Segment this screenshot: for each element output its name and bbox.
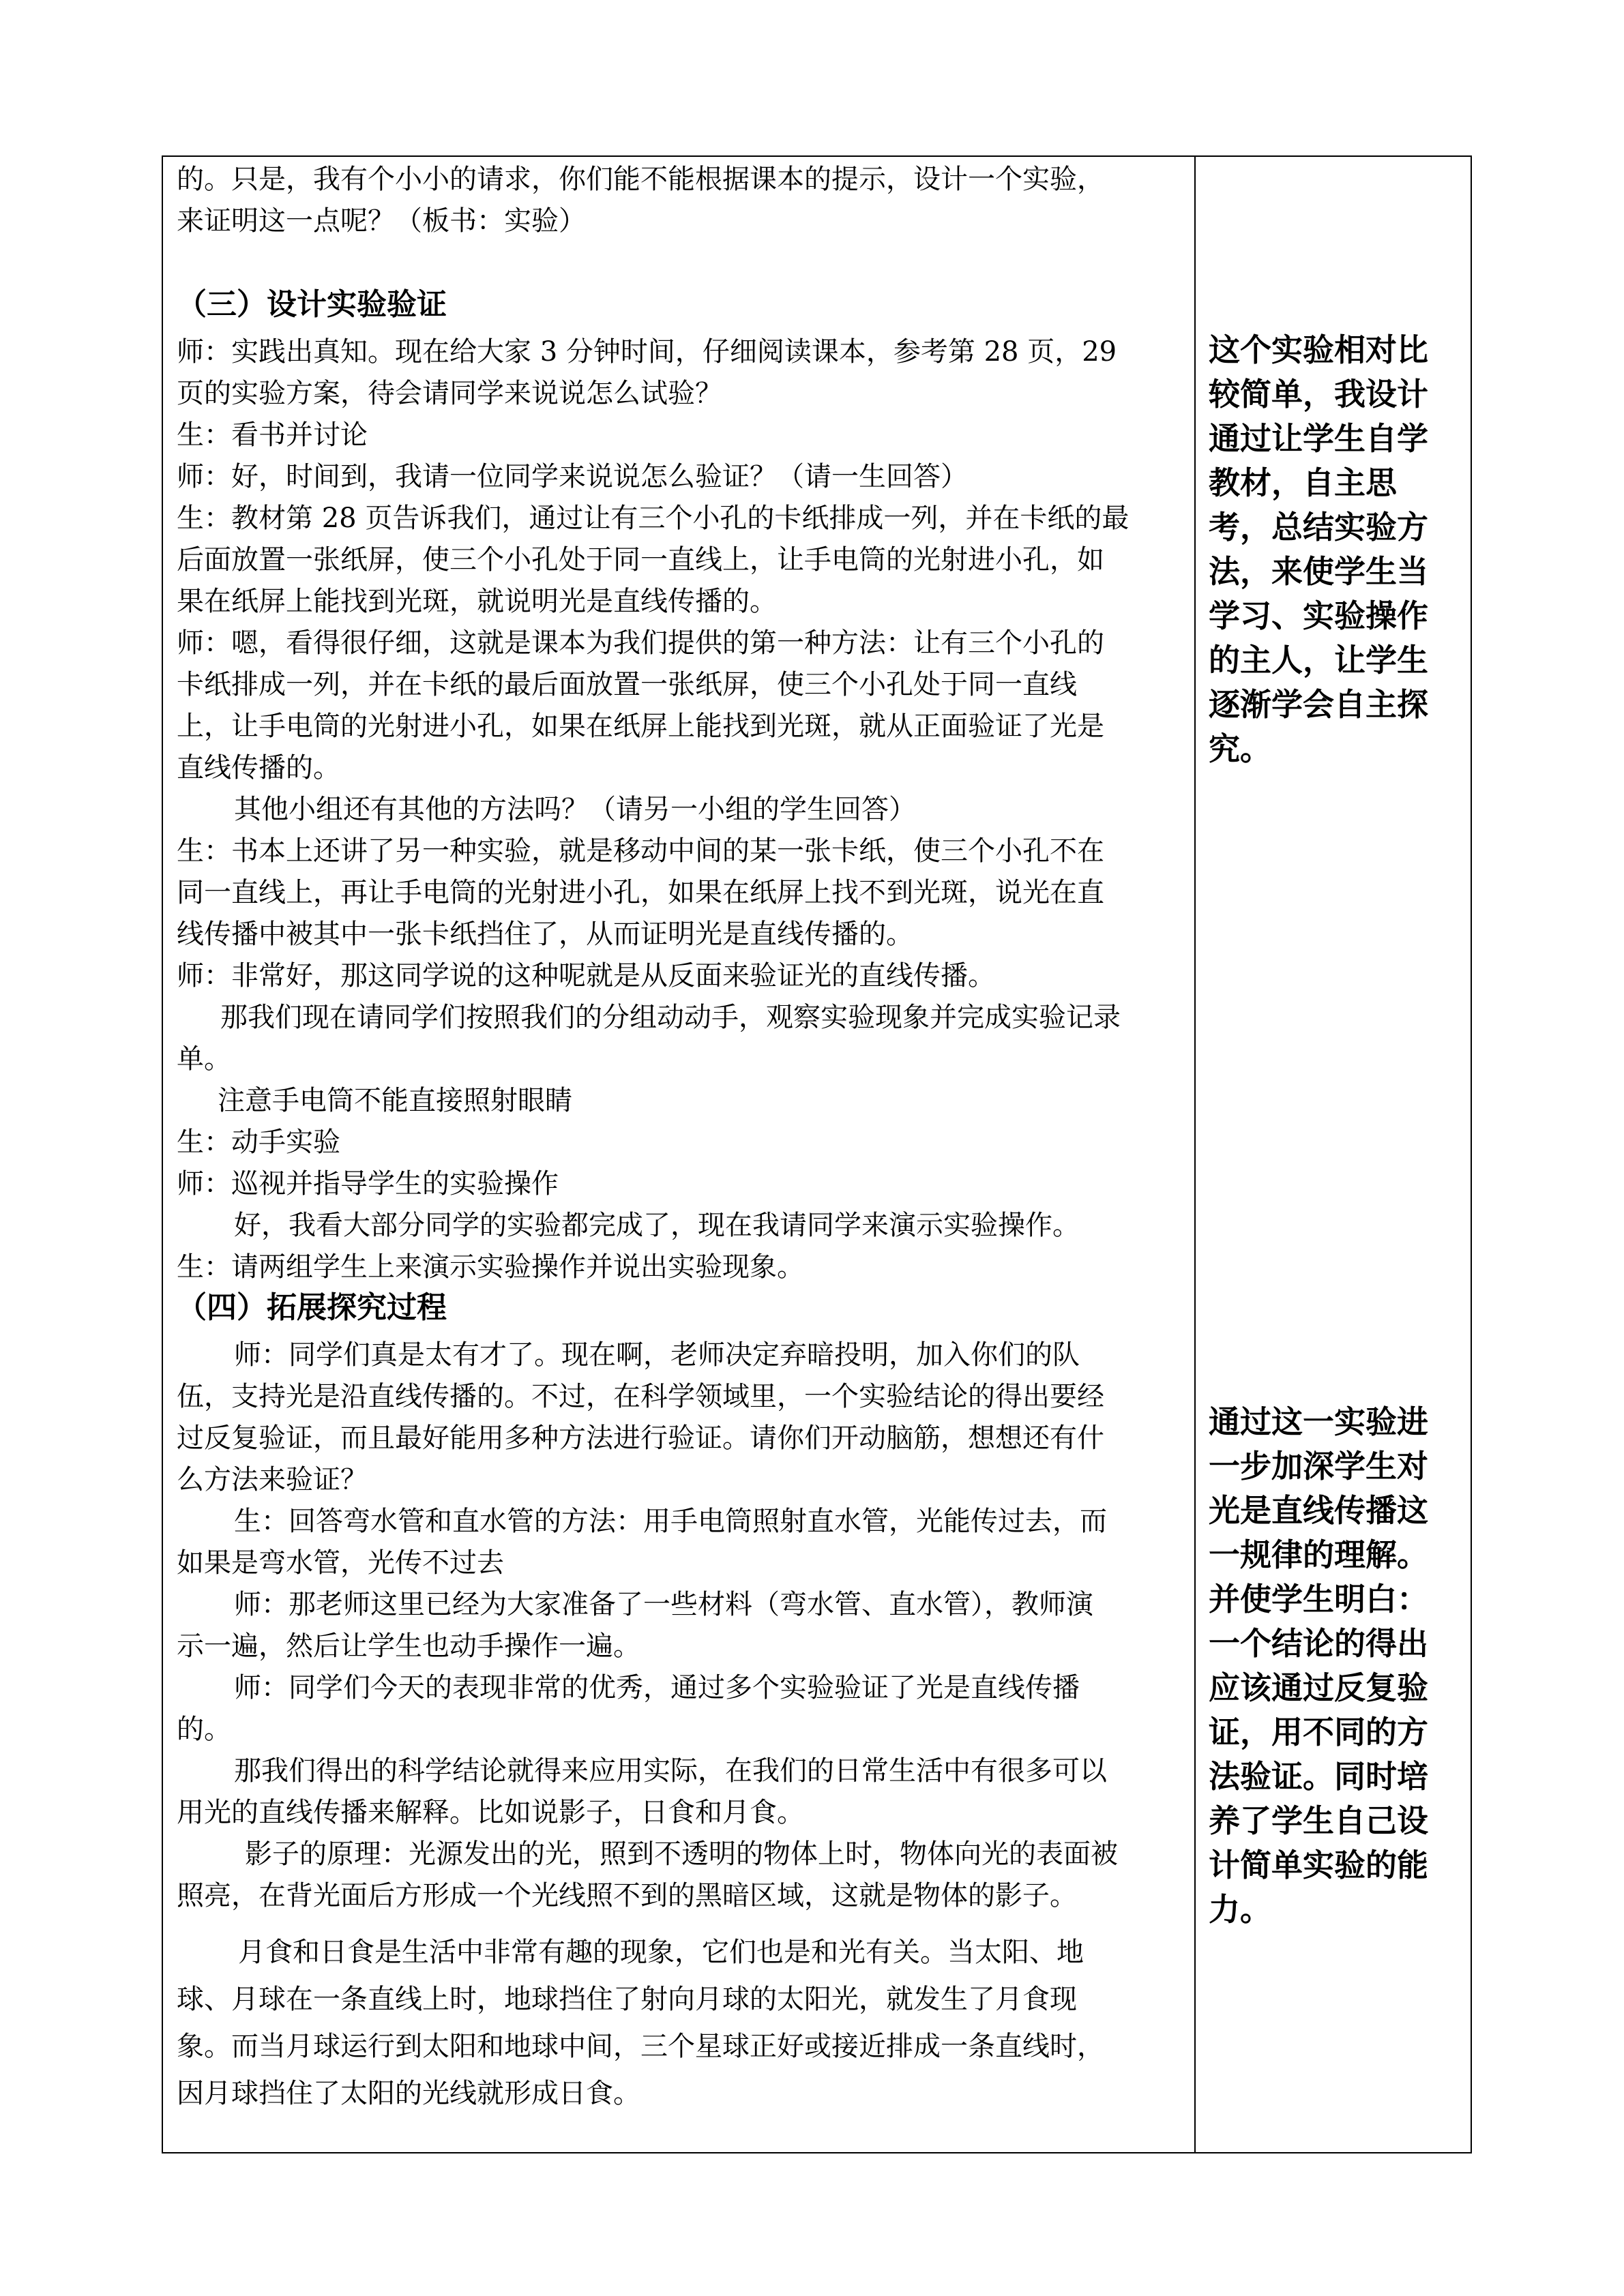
- note-line: 法，来使学生当: [1209, 553, 1428, 590]
- body-line: 卡纸排成一列，并在卡纸的最后面放置一张纸屏，使三个小孔处于同一直线: [177, 669, 1077, 700]
- column-divider: [1194, 157, 1196, 2152]
- note-line: 并使学生明白：: [1209, 1581, 1428, 1617]
- body-line: 师：那老师这里已经为大家准备了一些材料（弯水管、直水管），教师演: [234, 1589, 1093, 1620]
- body-line: 单。: [177, 1043, 231, 1075]
- body-line: 球、月球在一条直线上时，地球挡住了射向月球的太阳光，就发生了月食现: [177, 1984, 1077, 2015]
- body-line: 影子的原理：光源发出的光，照到不透明的物体上时，物体向光的表面被: [245, 1838, 1118, 1870]
- note-line: 考，总结实验方: [1209, 509, 1428, 546]
- body-line: 生：教材第 28 页告诉我们，通过让有三个小孔的卡纸排成一列，并在卡纸的最: [177, 503, 1130, 534]
- note-line: 较简单，我设计: [1209, 376, 1428, 413]
- body-line: 示一遍，然后让学生也动手操作一遍。: [177, 1630, 640, 1662]
- body-line: 后面放置一张纸屏，使三个小孔处于同一直线上，让手电筒的光射进小孔，如: [177, 544, 1104, 576]
- body-line: 生：请两组学生上来演示实验操作并说出实验现象。: [177, 1251, 804, 1283]
- note-line: 的主人，让学生: [1209, 642, 1428, 679]
- note-line: 一规律的理解。: [1209, 1536, 1428, 1573]
- note-line: 证，用不同的方: [1209, 1714, 1428, 1750]
- note-line: 教材，自主思: [1209, 464, 1397, 501]
- body-line: 生：看书并讨论: [177, 419, 368, 451]
- body-line: 的。: [177, 1714, 231, 1745]
- body-line: 师：非常好，那这同学说的这种呢就是从反面来验证光的直线传播。: [177, 960, 995, 992]
- body-line: 伍，支持光是沿直线传播的。不过，在科学领域里，一个实验结论的得出要经: [177, 1381, 1104, 1412]
- note-line: 学习、实验操作: [1209, 597, 1428, 634]
- body-line: 师：好，时间到，我请一位同学来说说怎么验证？（请一生回答）: [177, 461, 968, 492]
- note-line: 法验证。同时培: [1209, 1758, 1428, 1795]
- note-line: 逐渐学会自主探: [1209, 686, 1428, 723]
- note-line: 通过这一实验进: [1209, 1403, 1428, 1440]
- body-line: 象。而当月球运行到太阳和地球中间，三个星球正好或接近排成一条直线时，: [177, 2031, 1104, 2062]
- body-line: 其他小组还有其他的方法吗？（请另一小组的学生回答）: [234, 794, 916, 825]
- body-line: 那我们得出的科学结论就得来应用实际，在我们的日常生活中有很多可以: [234, 1755, 1107, 1787]
- body-line: 同一直线上，再让手电筒的光射进小孔，如果在纸屏上找不到光斑，说光在直: [177, 877, 1104, 908]
- note-line: 一步加深学生对: [1209, 1448, 1428, 1485]
- body-line: 生：书本上还讲了另一种实验，就是移动中间的某一张卡纸，使三个小孔不在: [177, 835, 1104, 867]
- body-line: 好，我看大部分同学的实验都完成了，现在我请同学来演示实验操作。: [234, 1210, 1080, 1241]
- body-line: 如果是弯水管，光传不过去: [177, 1547, 504, 1579]
- body-line: 上，让手电筒的光射进小孔，如果在纸屏上能找到光斑，就从正面验证了光是: [177, 711, 1104, 742]
- body-line: 师：同学们今天的表现非常的优秀，通过多个实验验证了光是直线传播: [234, 1672, 1080, 1703]
- body-line: 师：嗯，看得很仔细，这就是课本为我们提供的第一种方法：让有三个小孔的: [177, 627, 1104, 659]
- body-line: 来证明这一点呢？（板书：实验）: [177, 205, 586, 237]
- body-line: 直线传播的。: [177, 752, 340, 784]
- body-line: 注意手电筒不能直接照射眼睛: [218, 1085, 572, 1116]
- body-line: 生：回答弯水管和直水管的方法：用手电筒照射直水管，光能传过去，而: [234, 1506, 1107, 1537]
- body-line: 因月球挡住了太阳的光线就形成日食。: [177, 2078, 640, 2109]
- body-line: 果在纸屏上能找到光斑，就说明光是直线传播的。: [177, 586, 777, 617]
- section-heading: （三）设计实验验证: [177, 287, 447, 322]
- body-line: 师：同学们真是太有才了。现在啊，老师决定弃暗投明，加入你们的队: [234, 1339, 1080, 1371]
- body-line: 页的实验方案，待会请同学来说说怎么试验？: [177, 378, 722, 409]
- body-line: 生：动手实验: [177, 1127, 340, 1158]
- note-line: 力。: [1209, 1891, 1271, 1928]
- note-line: 养了学生自己设: [1209, 1802, 1428, 1839]
- body-line: 么方法来验证？: [177, 1464, 368, 1495]
- body-line: 过反复验证，而且最好能用多种方法进行验证。请你们开动脑筋，想想还有什: [177, 1422, 1104, 1454]
- body-line: 月食和日食是生活中非常有趣的现象，它们也是和光有关。当太阳、地: [238, 1937, 1084, 1968]
- body-line: 线传播中被其中一张卡纸挡住了，从而证明光是直线传播的。: [177, 919, 913, 950]
- note-line: 究。: [1209, 730, 1271, 767]
- note-line: 光是直线传播这: [1209, 1492, 1428, 1529]
- body-line: 的。只是，我有个小小的请求，你们能不能根据课本的提示，设计一个实验，: [177, 164, 1104, 195]
- body-line: 师：实践出真知。现在给大家 3 分钟时间，仔细阅读课本，参考第 28 页，29: [177, 336, 1117, 368]
- body-line: 照亮，在背光面后方形成一个光线照不到的黑暗区域，这就是物体的影子。: [177, 1880, 1077, 1911]
- body-line: 师：巡视并指导学生的实验操作: [177, 1168, 559, 1199]
- note-line: 通过让学生自学: [1209, 420, 1428, 457]
- note-line: 这个实验相对比: [1209, 331, 1428, 368]
- note-line: 计简单实验的能: [1209, 1847, 1428, 1883]
- section-heading: （四）拓展探究过程: [177, 1290, 447, 1325]
- note-line: 应该通过反复验: [1209, 1669, 1428, 1706]
- body-line: 那我们现在请同学们按照我们的分组动动手，观察实验现象并完成实验记录: [220, 1002, 1121, 1033]
- body-line: 用光的直线传播来解释。比如说影子，日食和月食。: [177, 1797, 804, 1828]
- note-line: 一个结论的得出: [1209, 1625, 1428, 1662]
